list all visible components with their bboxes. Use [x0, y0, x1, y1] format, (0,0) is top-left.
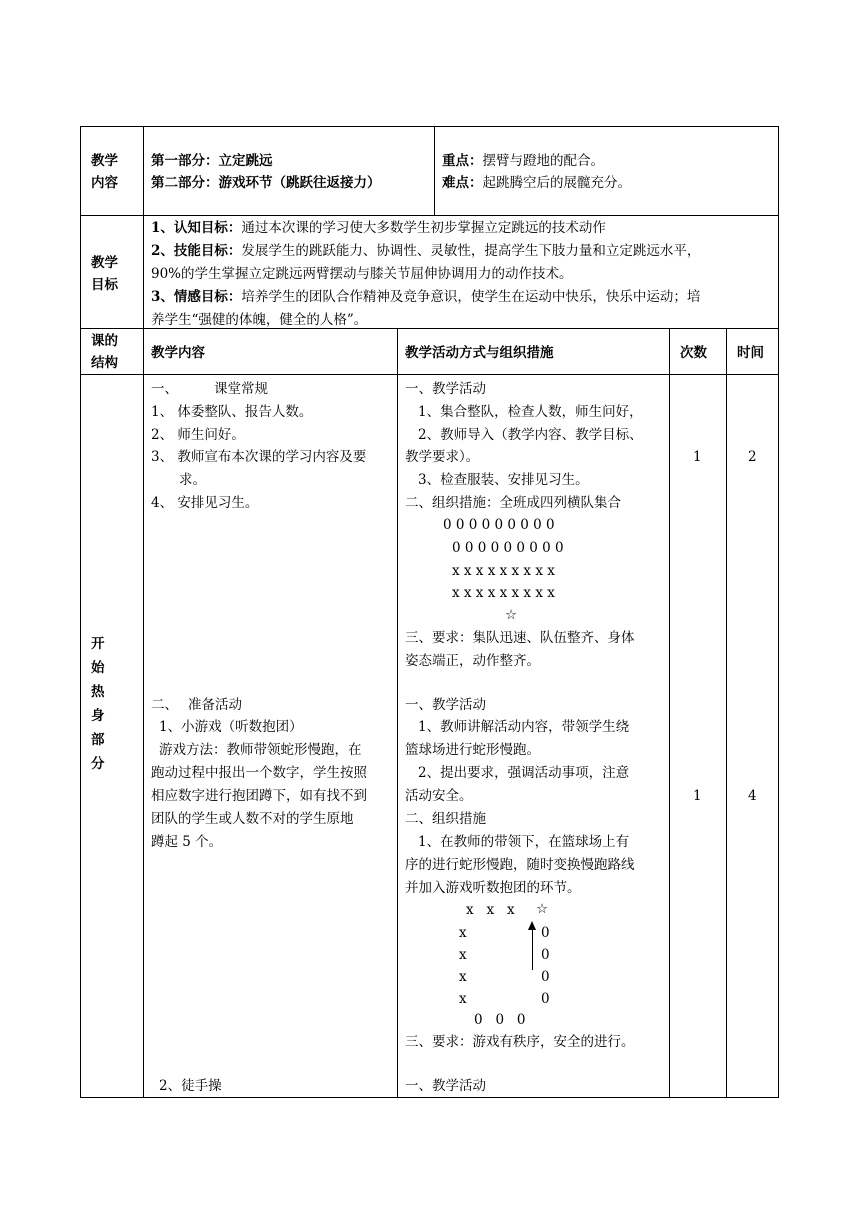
formation-row: 0 0 0 0 0 0 0 0 0 — [452, 540, 564, 556]
routine-title: 课堂常规 — [214, 381, 268, 397]
diagram-left-x: x — [459, 991, 467, 1007]
activity-line: 教学要求）。 — [405, 449, 480, 465]
game-method-line: 团队的学生或人数不对的学生原地 — [151, 811, 354, 827]
row1-label-line2: 内容 — [91, 175, 118, 191]
header-bottom-border — [80, 374, 779, 375]
formation-row: 0 0 0 0 0 0 0 0 0 — [443, 517, 555, 533]
arrow-head-icon — [528, 921, 536, 930]
formation-row: x x x x x x x x x — [452, 563, 555, 579]
list-item: 3、 教师宣布本次课的学习内容及要 — [151, 449, 367, 465]
goal3-label: 3、情感目标： — [151, 289, 242, 305]
activity-requirement: 三、要求：集队迅速、队伍整齐、身体 — [405, 630, 635, 646]
goal2-text: 发展学生的跳跃能力、协调性、灵敏性，提高学生下肢力量和立定跳远水平， — [241, 243, 701, 259]
time-value: 2 — [748, 449, 757, 465]
goal-skill-continued: 90%的学生掌握立定跳远两臂摆动与膝关节屈伸协调用力的动作技术。 — [151, 266, 573, 282]
goal3-text: 培养学生的团队合作精神及竞争意识，使学生在运动中快乐，快乐中运动；培 — [241, 289, 701, 305]
game-requirement: 三、要求：游戏有秩序，安全的进行。 — [405, 1034, 635, 1050]
activity-line: 活动安全。 — [405, 788, 473, 804]
activity-line: 篮球场进行蛇形慢跑。 — [405, 742, 540, 758]
activity-line: 1、集合整队，检查人数，师生问好， — [418, 404, 643, 420]
goal-skill — [151, 243, 700, 260]
difficulty-text: 起跳腾空后的展髋充分。 — [482, 175, 631, 191]
section-label-char: 部 — [91, 732, 105, 748]
row1-label-line1: 教学 — [91, 153, 118, 169]
diagram-left-x: x — [459, 925, 467, 941]
row2-label-line1: 教学 — [91, 255, 118, 271]
formation-row: x x x x x x x x x — [452, 585, 555, 601]
activity-line: 一、教学活动 — [405, 697, 486, 713]
count-time-divider — [726, 328, 727, 1098]
routine-number: 一、 — [151, 381, 178, 397]
count-value: 1 — [693, 449, 702, 465]
game-method-line: 蹲起 5 个。 — [151, 834, 223, 850]
diagram-right-0: 0 — [541, 969, 550, 985]
activity-line: 序的进行蛇形慢跑，随时变换慢跑路线 — [405, 857, 635, 873]
game-method-line: 跑动过程中报出一个数字，学生按照 — [151, 765, 367, 781]
diagram-teacher-star-icon: ☆ — [536, 901, 549, 917]
header-structure-line2: 结构 — [91, 355, 118, 371]
goal1-text: 通过本次课的学习使大多数学生初步掌握立定跳远的技术动作 — [241, 220, 606, 236]
goal-emotional-continued: 养学生“强健的体魄，健全的人格”。 — [151, 312, 368, 328]
content-part1: 第一部分：立定跳远 — [151, 153, 273, 169]
key-point-label: 重点： — [442, 153, 483, 169]
activity-line: 2、提出要求，强调活动事项，注意 — [418, 765, 630, 781]
header-count: 次数 — [680, 345, 707, 361]
activity-line: 1、在教师的带领下，在篮球场上有 — [418, 834, 630, 850]
warmup-subtitle: 1、小游戏（听数抱团） — [159, 719, 303, 735]
diagram-right-0: 0 — [541, 925, 550, 941]
goal-cognitive — [151, 220, 606, 237]
section-label-char: 热 — [91, 684, 105, 700]
difficulty-label: 难点： — [442, 175, 483, 191]
activity-count-divider — [669, 328, 670, 1098]
warmup-title: 准备活动 — [188, 697, 242, 713]
content-activity-divider — [397, 328, 398, 1098]
diagram-left-x: x — [459, 969, 467, 985]
diagram-top-row: x x x — [466, 902, 515, 918]
activity-line: 一、教学活动 — [405, 381, 486, 397]
goal2-label: 2、技能目标： — [151, 243, 242, 259]
row1-bottom-border — [80, 215, 779, 216]
activity-requirement: 姿态端正，动作整齐。 — [405, 653, 540, 669]
goal-emotional — [151, 289, 700, 306]
table-border-left — [80, 126, 81, 1098]
row2-label-line2: 目标 — [91, 277, 118, 293]
table-border-bottom — [80, 1097, 779, 1098]
key-point-text: 摆臂与蹬地的配合。 — [482, 153, 604, 169]
list-item: 求。 — [179, 472, 206, 488]
game-method-line: 相应数字进行抱团蹲下，如有找不到 — [151, 788, 367, 804]
content-part2: 第二部分：游戏环节（跳跃往返接力） — [151, 175, 381, 191]
header-activities: 教学活动方式与组织措施 — [405, 345, 554, 361]
diagram-right-0: 0 — [541, 947, 550, 963]
activity-line: 1、教师讲解活动内容，带领学生绕 — [418, 719, 630, 735]
teacher-star-icon: ☆ — [505, 607, 518, 623]
goal1-label: 1、认知目标： — [151, 220, 242, 236]
section-label-char: 始 — [91, 660, 105, 676]
table-border-right — [778, 126, 779, 1098]
header-content: 教学内容 — [151, 345, 205, 361]
row1-middle-divider — [434, 126, 435, 216]
key-point — [442, 153, 604, 170]
count-value: 1 — [693, 788, 702, 804]
first-column-divider — [143, 126, 144, 1098]
diagram-right-0: 0 — [541, 991, 550, 1007]
difficulty-point — [442, 175, 631, 192]
list-item: 2、 师生问好。 — [151, 427, 245, 443]
activity-line: 二、组织措施：全班成四列横队集合 — [405, 495, 621, 511]
freehand-exercise-title: 2、徒手操 — [159, 1078, 222, 1094]
list-item: 4、 安排见习生。 — [151, 495, 259, 511]
activity-line: 二、组织措施 — [405, 811, 486, 827]
diagram-bottom-row: 0 0 0 — [474, 1012, 526, 1028]
activity-line: 2、教师导入（教学内容、教学目标、 — [418, 427, 643, 443]
section-label-char: 身 — [91, 708, 105, 724]
time-value: 4 — [748, 788, 757, 804]
list-item: 1、 体委整队、报告人数。 — [151, 404, 313, 420]
game-method-line: 游戏方法：教师带领蛇形慢跑，在 — [159, 742, 362, 758]
activity-line: 3、检查服装、安排见习生。 — [418, 472, 589, 488]
direction-arrow-icon — [532, 928, 533, 970]
section-label-char: 分 — [91, 756, 105, 772]
table-border-top — [80, 126, 779, 127]
warmup-number: 二、 — [151, 697, 178, 713]
activity-line: 一、教学活动 — [405, 1078, 486, 1094]
header-time: 时间 — [737, 345, 764, 361]
section-label-char: 开 — [91, 636, 105, 652]
diagram-left-x: x — [459, 947, 467, 963]
header-structure-line1: 课的 — [91, 333, 118, 349]
activity-line: 并加入游戏听数抱团的环节。 — [405, 880, 581, 896]
